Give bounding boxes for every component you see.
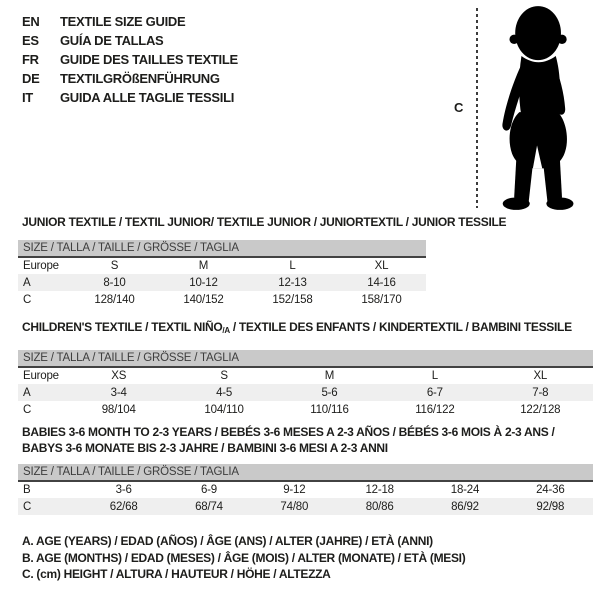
table-cell: 86/92 — [422, 498, 507, 515]
language-label: TEXTILE SIZE GUIDE — [60, 14, 186, 29]
table-row — [18, 291, 426, 308]
table-cell: 3-4 — [66, 384, 171, 401]
table-cell: 9-12 — [283, 484, 306, 496]
babies-table-title-line1 — [22, 425, 554, 439]
table-row — [18, 498, 593, 515]
table-cell: 80/86 — [337, 498, 422, 515]
language-header — [22, 12, 238, 107]
table-cell: 12-13 — [248, 274, 337, 291]
language-label: GUIDE DES TAILLES TEXTILE — [60, 52, 238, 67]
language-code: ES — [22, 33, 39, 48]
children-table-title-text: / TEXTILE DES ENFANTS / KINDERTEXTIL / BAMBINI TESSILE — [229, 320, 572, 334]
children-table-title-text: CHILDREN'S TEXTILE / TEXTIL NIÑO — [22, 320, 223, 334]
language-label: GUÍA DE TALLAS — [60, 33, 164, 48]
measure-label-c: C — [454, 100, 464, 115]
table-cell: 18-24 — [450, 484, 480, 496]
language-code: FR — [22, 52, 39, 67]
footnote-b: B. AGE (MONTHS) / EDAD (MESES) / ÂGE (MOIS) / ALTER (MONATE) / ETÀ (MESI) — [22, 550, 466, 565]
table-cell: S — [220, 370, 228, 382]
language-label: GUIDA ALLE TAGLIE TESSILI — [60, 90, 235, 105]
junior-size-table — [18, 240, 426, 308]
table-cell: 140/152 — [183, 293, 224, 306]
language-row-es — [22, 31, 238, 50]
table-cell: 128/140 — [94, 293, 135, 306]
table-row — [18, 481, 593, 498]
table-cell: 5-6 — [277, 384, 382, 401]
babies-table-title-line2 — [22, 441, 388, 455]
table-row — [18, 274, 426, 291]
junior-table-title-text: JUNIOR TEXTILE / TEXTIL JUNIOR/ TEXTILE JUNIOR / JUNIORTEXTIL / JUNIOR TESSILE — [22, 215, 507, 229]
babies-table-title-text: BABIES 3-6 MONTH TO 2-3 YEARS / BEBÉS 3-6 MESES A 2-3 AÑOS / BÉBÉS 3-6 MOIS À 2-3 ANS / — [22, 425, 555, 439]
babies-table-title-text: BABYS 3-6 MONATE BIS 2-3 JAHRE / BAMBINI 3-6 MESI A 2-3 ANNI — [22, 441, 388, 455]
table-cell: 6-7 — [382, 384, 487, 401]
table-cell: 12-18 — [365, 484, 394, 496]
table-row — [18, 367, 593, 384]
table-row — [18, 257, 426, 274]
table-row — [18, 401, 593, 418]
table-cell: 62/68 — [81, 498, 166, 515]
row-label: C — [23, 403, 32, 416]
table-cell: 92/98 — [508, 498, 593, 515]
table-cell: 14-16 — [337, 274, 426, 291]
language-label: TEXTILGRÖßENFÜHRUNG — [60, 71, 220, 86]
size-header-bar: SIZE / TALLA / TAILLE / GRÖSSE / TAGLIA — [18, 240, 426, 257]
height-measure-dotted-line — [476, 8, 478, 208]
size-header-row — [18, 350, 593, 367]
row-label: A — [18, 274, 70, 291]
table-cell: XS — [111, 370, 127, 382]
table-cell: L — [289, 260, 296, 272]
row-label: Europe — [23, 260, 59, 272]
footnote-a: A. AGE (YEARS) / EDAD (AÑOS) / ÂGE (ANS) / ALTER (JAHRE) / ETÀ (ANNI) — [22, 534, 433, 548]
table-cell: S — [110, 260, 119, 272]
size-header-row — [18, 240, 426, 257]
children-table-title-sub: /A — [222, 326, 230, 335]
children-table-title — [22, 320, 572, 335]
table-cell: 7-8 — [488, 384, 593, 401]
table-cell: 6-9 — [200, 484, 217, 496]
table-cell: 68/74 — [166, 498, 251, 515]
table-cell: 110/116 — [310, 403, 349, 416]
table-cell: XL — [533, 370, 548, 382]
language-code: EN — [22, 14, 40, 29]
table-cell: 152/158 — [272, 293, 313, 306]
measurement-footnotes — [22, 534, 465, 584]
size-header-bar: SIZE / TALLA / TAILLE / GRÖSSE / TAGLIA — [18, 464, 593, 481]
table-cell: 10-12 — [159, 274, 248, 291]
language-row-en — [22, 12, 238, 31]
table-cell: 122/128 — [520, 403, 561, 416]
table-cell: M — [198, 260, 209, 272]
language-row-de — [22, 69, 238, 88]
table-cell: M — [324, 370, 335, 382]
language-row-it — [22, 88, 238, 107]
table-cell: 158/170 — [361, 293, 402, 306]
table-cell: 98/104 — [101, 403, 136, 416]
table-cell: L — [431, 370, 438, 382]
row-label: C — [18, 498, 81, 515]
size-header-row — [18, 464, 593, 481]
row-label: C — [23, 293, 32, 306]
footnote-c: C. (cm) HEIGHT / ALTURA / HAUTEUR / HÖHE / ALTEZZA — [22, 567, 331, 581]
language-code: DE — [22, 71, 40, 86]
table-cell: XL — [374, 260, 389, 272]
language-row-fr — [22, 50, 238, 69]
height-measure-figure — [440, 0, 600, 220]
size-header-bar: SIZE / TALLA / TAILLE / GRÖSSE / TAGLIA — [18, 350, 593, 367]
table-cell: 8-10 — [70, 274, 159, 291]
baby-silhouette-icon — [488, 4, 584, 212]
table-cell: 116/122 — [415, 403, 455, 416]
language-code: IT — [22, 90, 33, 105]
table-cell: 24-36 — [536, 484, 565, 496]
table-cell: 104/110 — [204, 403, 244, 416]
row-label: A — [18, 384, 66, 401]
table-cell: 74/80 — [252, 498, 337, 515]
table-row — [18, 384, 593, 401]
children-size-table — [18, 350, 593, 418]
row-label: B — [23, 484, 31, 496]
table-cell: 3-6 — [115, 484, 132, 496]
babies-size-table — [18, 464, 593, 515]
row-label: Europe — [23, 370, 59, 382]
table-cell: 4-5 — [171, 384, 276, 401]
junior-table-title — [22, 215, 506, 229]
